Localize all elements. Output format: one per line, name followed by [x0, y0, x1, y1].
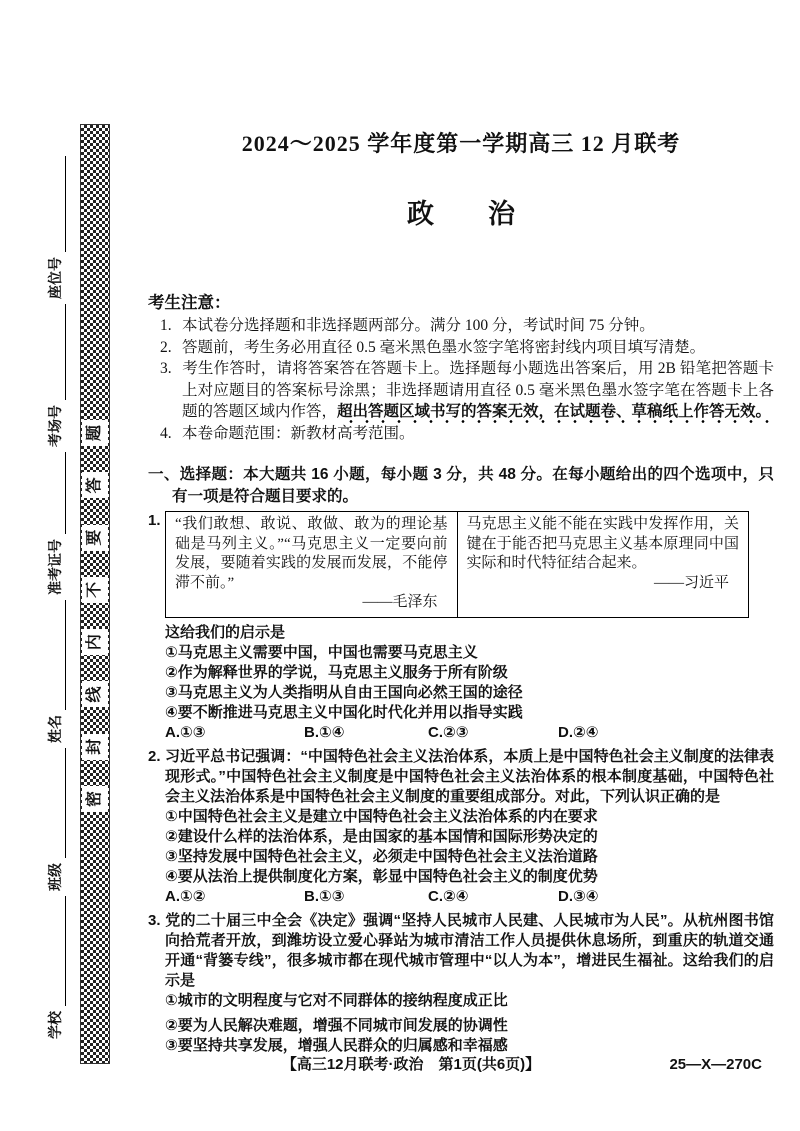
quote-left-attribution: ——毛泽东 — [362, 594, 438, 610]
field-blank-admission-number — [61, 452, 66, 534]
question-stem: 这给我们的启示是 — [165, 623, 286, 641]
question-item: ②建设什么样的法治体系，是由国家的基本国情和国际形势决定的 — [165, 827, 598, 845]
question-item: ④要从法治上提供制度化方案，彰显中国特色社会主义的制度优势 — [165, 867, 598, 885]
question-item: ①马克思主义需要中国，中国也需要马克思主义 — [165, 643, 478, 661]
notice-item-2 — [160, 337, 774, 359]
field-label-admission-number: 准考证号 — [49, 539, 64, 595]
field-label-name: 姓名 — [49, 715, 64, 743]
option-d: D.③④ — [558, 887, 599, 905]
field-name — [48, 598, 66, 746]
question-stem: 党的二十届三中全会《决定》强调“坚持人民城市人民建、人民城市为人民”。从杭州图书馆向拾荒者开放，到潍坊设立爱心驿站为城市清洁工作人员提供休息场所，到重庆的轨道交通开通“背篓专线”，很多城市都在现代城市管理中“以人为本”，增进民生福祉。这给我们的启示是 — [165, 911, 774, 989]
question-1 — [148, 511, 774, 743]
field-school — [48, 894, 66, 1042]
page-footer — [148, 1055, 774, 1077]
seal-char: 内 — [82, 629, 108, 655]
question-2 — [148, 747, 774, 907]
seal-char: 密 — [82, 786, 108, 812]
question-number: 2. — [148, 747, 161, 765]
quote-left-text: “我们敢想、敢说、敢做、敢为的理论基础是马列主义。”“马克思主义一定要向前发展，要随着实践的发展而发展，不能停滞不前。” — [175, 516, 448, 591]
option-b: B.①③ — [304, 887, 345, 905]
footer-caption: 【高三12月联考·政治 第1页(共6页)】 — [281, 1056, 541, 1073]
notice-item-3 — [160, 358, 774, 423]
question-item: ②作为解释世界的学说，马克思主义服务于所有阶级 — [165, 663, 508, 681]
question-item: ①城市的文明程度与它对不同群体的接纳程度成正比 — [165, 991, 508, 1009]
quote-table — [165, 511, 749, 618]
exam-subject: 政 治 — [407, 199, 515, 229]
field-seat-number — [48, 154, 66, 302]
field-label-seat-number: 座位号 — [49, 257, 64, 299]
question-number: 3. — [148, 911, 161, 929]
seal-char: 线 — [82, 681, 108, 707]
question-stem: 习近平总书记强调：“中国特色社会主义法治体系，本质上是中国特色社会主义制度的法律表现形式。”中国特色社会主义制度是中国特色社会主义法治体系的根本制度基础，中国特色社会主义法治体系是中国特色社会主义制度的重要组成部分。对此，下列认识正确的是 — [165, 747, 774, 805]
notice-item-text: 考生作答时，请将答案答在答题卡上。选择题每小题选出答案后，用 2B 铅笔把答题卡上对应题目的答案标号涂黑；非选择题请用直径 0.5 毫米黑色墨水签字笔在答题卡上各题的答题区域内作答， — [182, 360, 774, 420]
notice-heading: 考生注意： — [148, 294, 231, 312]
option-b: B.①④ — [304, 723, 345, 741]
question-3 — [148, 911, 774, 1056]
question-item: ②要为人民解决难题，增强不同城市间发展的协调性 — [165, 1016, 508, 1034]
section-one-heading: 一、选择题：本大题共 16 小题，每小题 3 分，共 48 分。在每小题给出的四个选项中，只有一项是符合题目要求的。 — [148, 466, 774, 505]
seal-char: 题 — [82, 420, 108, 446]
footer-paper-code: 25—X—270C — [669, 1056, 762, 1073]
question-item: ③要坚持共享发展，增强人民群众的归属感和幸福感 — [165, 1036, 508, 1054]
exam-title: 2024～2025 学年度第一学期高三 12 月联考 — [241, 131, 681, 156]
seal-char: 要 — [82, 525, 108, 551]
field-blank-name — [61, 600, 66, 710]
field-admission-number — [48, 450, 66, 598]
question-item: ③坚持发展中国特色社会主义，必须走中国特色社会主义法治道路 — [165, 847, 598, 865]
option-a: A.①③ — [165, 723, 206, 741]
options-row — [165, 887, 774, 907]
quote-cell-right — [457, 512, 749, 618]
field-label-class: 班级 — [49, 863, 64, 891]
seal-char: 封 — [82, 734, 108, 760]
main-content — [148, 0, 774, 1056]
quote-right-attribution: ——习近平 — [653, 574, 729, 591]
field-exam-room — [48, 302, 66, 450]
option-a: A.①② — [165, 887, 206, 905]
notice-item-emphasis: 超出答题区域书写的答案无效，在试题卷、草稿纸上作答无效。 — [337, 403, 771, 424]
question-item: ①中国特色社会主义是建立中国特色社会主义法治体系的内在要求 — [165, 807, 598, 825]
field-class — [48, 746, 66, 894]
seal-char: 不 — [82, 577, 108, 603]
field-blank-exam-room — [61, 304, 66, 400]
field-blank-class — [61, 748, 66, 858]
question-item: ③马克思主义为人类指明从自由王国向必然王国的途径 — [165, 683, 523, 701]
field-blank-school — [61, 896, 66, 1006]
option-c: C.②③ — [428, 723, 469, 741]
field-label-exam-room: 考场号 — [49, 405, 64, 447]
notice-item-1 — [160, 315, 774, 337]
notice-item-number: 3. — [160, 360, 172, 377]
option-d: D.②④ — [558, 723, 599, 741]
candidate-notice — [148, 292, 774, 444]
notice-item-number: 1. — [160, 317, 172, 334]
quote-cell-left — [166, 512, 458, 618]
notice-item-text: 本卷命题范围：新教材高考范围。 — [182, 424, 415, 442]
seal-char: 答 — [82, 472, 108, 498]
seal-fields-line — [40, 154, 66, 1042]
field-blank-seat-number — [61, 156, 66, 252]
option-c: C.②④ — [428, 887, 469, 905]
notice-item-4 — [160, 423, 774, 445]
field-label-school: 学校 — [49, 1011, 64, 1039]
notice-item-text: 本试卷分选择题和非选择题两部分。满分 100 分，考试时间 75 分钟。 — [182, 317, 655, 334]
notice-item-number: 4. — [160, 424, 172, 442]
seal-line-text — [81, 420, 109, 812]
question-number: 1. — [148, 512, 161, 529]
notice-item-number: 2. — [160, 338, 172, 356]
question-item: ④要不断推进马克思主义中国化时代化并用以指导实践 — [165, 703, 523, 721]
notice-item-text: 答题前，考生务必用直径 0.5 毫米黑色墨水签字笔将密封线内项目填写清楚。 — [182, 338, 706, 356]
quote-right-text: 马克思主义能不能在实践中发挥作用，关键在于能否把马克思主义基本原理同中国实际和时代特征结合起来。 — [466, 516, 739, 571]
notice-items — [148, 315, 774, 444]
options-row — [165, 723, 774, 743]
